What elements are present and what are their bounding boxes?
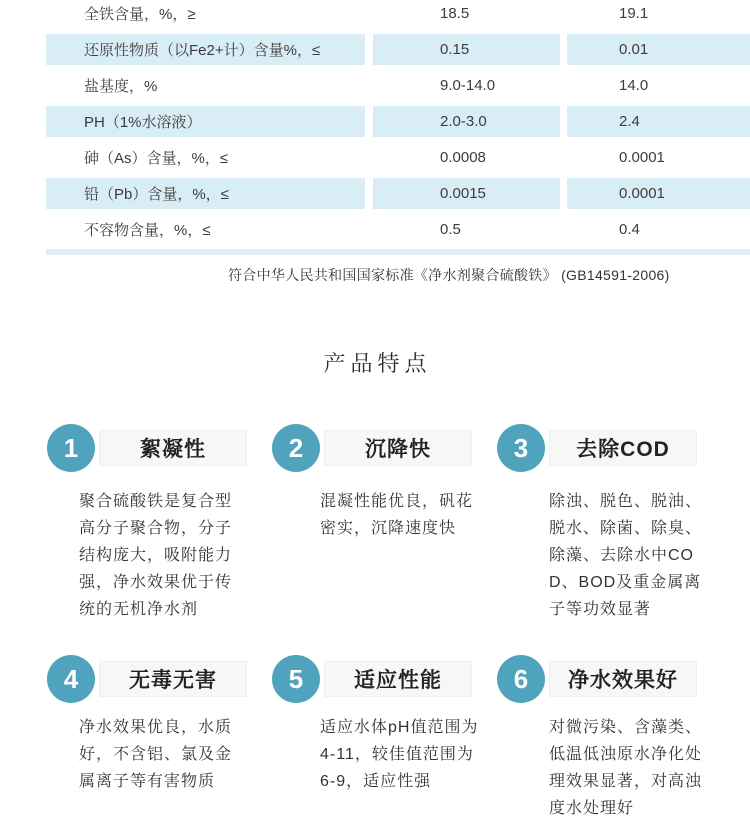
feature-number: 6 [513, 663, 529, 694]
spec-label: 还原性物质（以Fe2+计）含量%，≤ [46, 34, 365, 65]
feature-card-adaptability [272, 655, 492, 795]
feature-description: 对微污染、含藻类、低温低浊原水净化处理效果显著，对高浊度水处理好 [549, 719, 703, 817]
feature-number: 3 [513, 432, 529, 463]
feature-title-band [99, 430, 247, 466]
feature-title-band [549, 661, 697, 697]
feature-header [272, 655, 492, 703]
spec-standard-value: 9.0-14.0 [440, 76, 496, 94]
spec-standard-value: 0.15 [373, 34, 560, 65]
feature-header [272, 424, 492, 472]
feature-description: 除浊、脱色、脱油、脱水、除菌、除臭、除藻、去除水中COD、BOD及重金属离子等功效显著 [549, 493, 703, 618]
spec-table [46, 0, 750, 247]
spec-label: 不容物含量，%，≤ [84, 221, 211, 239]
feature-number: 4 [63, 663, 79, 694]
feature-description: 混凝性能优良，矾花密实，沉降速度快 [320, 493, 474, 537]
table-row [46, 139, 750, 175]
feature-header [47, 424, 267, 472]
feature-number-badge [272, 655, 320, 703]
spec-actual-value: 2.4 [567, 106, 750, 137]
table-bottom-border [46, 249, 750, 255]
feature-number-badge [272, 424, 320, 472]
spec-standard-value: 0.0008 [440, 148, 486, 166]
spec-standard-value: 2.0-3.0 [373, 106, 560, 137]
table-row [46, 0, 750, 31]
spec-label: 砷（As）含量，%，≤ [84, 149, 229, 167]
spec-actual-value: 19.1 [619, 4, 649, 22]
spec-actual-value: 0.01 [567, 34, 750, 65]
spec-actual-value: 0.4 [619, 220, 640, 238]
feature-card-purification-effect [497, 655, 717, 822]
spec-label: 盐基度，% [84, 77, 158, 95]
feature-number-badge [497, 424, 545, 472]
feature-header [497, 655, 717, 703]
spec-label: PH（1%水溶液） [46, 106, 365, 137]
table-row [46, 211, 750, 247]
spec-actual-value: 0.0001 [619, 148, 665, 166]
spec-standard-value: 18.5 [440, 4, 470, 22]
feature-title: 絮凝性 [140, 438, 206, 461]
spec-standard-value: 0.5 [440, 220, 461, 238]
feature-title: 沉降快 [365, 438, 431, 461]
feature-card-cod-removal [497, 424, 717, 623]
spec-label: 铅（Pb）含量，%，≤ [46, 178, 365, 209]
feature-number-badge [497, 655, 545, 703]
feature-header [47, 655, 267, 703]
feature-number: 2 [288, 432, 304, 463]
spec-actual-value: 14.0 [619, 76, 649, 94]
section-title: 产品特点 [323, 351, 432, 376]
feature-number: 5 [288, 663, 304, 694]
feature-number-badge [47, 424, 95, 472]
spec-standard-value: 0.0015 [373, 178, 560, 209]
table-row [46, 103, 750, 139]
feature-description: 净水效果优良，水质好，不含铝、氯及金属离子等有害物质 [79, 719, 233, 790]
feature-title: 净水效果好 [568, 669, 678, 692]
feature-title: 去除COD [576, 438, 670, 461]
spec-label: 全铁含量，%，≥ [84, 5, 196, 23]
table-row [46, 67, 750, 103]
feature-card-flocculation [47, 424, 267, 623]
feature-description: 聚合硫酸铁是复合型高分子聚合物，分子结构庞大，吸附能力强，净水效果优于传统的无机净水剂 [79, 493, 233, 618]
feature-header [497, 424, 717, 472]
feature-title-band [324, 661, 472, 697]
feature-title: 适应性能 [354, 669, 442, 692]
feature-title-band [99, 661, 247, 697]
table-row [46, 175, 750, 211]
spec-actual-value: 0.0001 [567, 178, 750, 209]
national-standard-note: 符合中华人民共和国国家标准《净水剂聚合硫酸铁》 (GB14591-2006) [228, 267, 670, 283]
feature-description: 适应水体pH值范围为4-11，较佳值范围为6-9，适应性强 [320, 719, 479, 790]
feature-title-band [549, 430, 697, 466]
feature-card-fast-settling [272, 424, 492, 542]
feature-title: 无毒无害 [129, 669, 217, 692]
table-row [46, 31, 750, 67]
feature-number-badge [47, 655, 95, 703]
feature-number: 1 [63, 432, 79, 463]
feature-title-band [324, 430, 472, 466]
feature-card-non-toxic [47, 655, 267, 795]
